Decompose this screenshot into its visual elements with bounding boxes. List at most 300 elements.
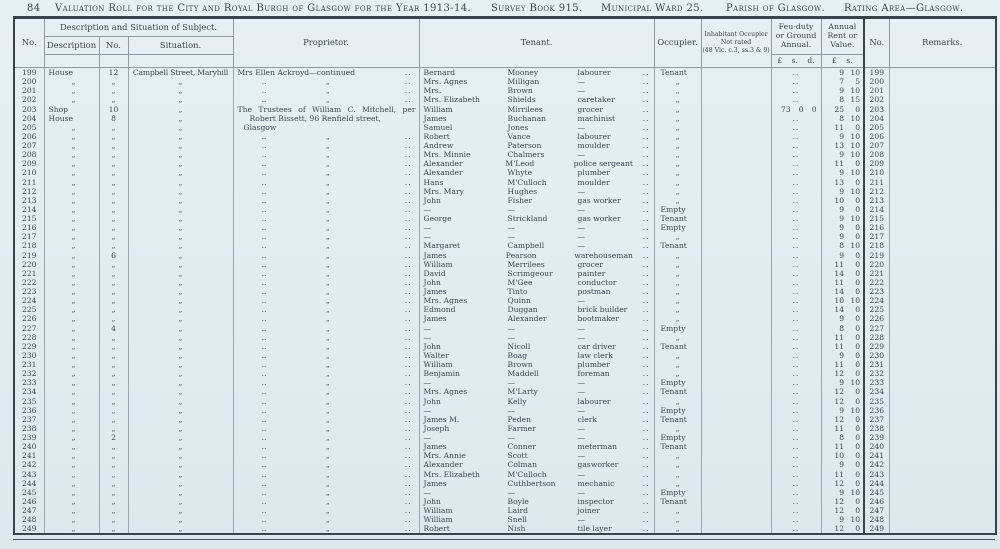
cell-entry-number: 238 [14, 424, 44, 433]
cell-proprietor: .. „ .. [233, 296, 419, 305]
cell-proprietor: .. „ .. [233, 488, 419, 497]
cell-inhabitant-occupier [701, 251, 771, 260]
cell-tenant: Mrs. Agnes Quinn — .. [419, 296, 654, 305]
cell-annual-rent: 12 0 [821, 506, 864, 515]
cell-tenant: Mrs. Elizabeth M'Culloch — .. [419, 470, 654, 479]
cell-inhabitant-occupier [701, 479, 771, 488]
cell-feu-duty: 73 0 0 [771, 105, 821, 114]
cell-situation: „ [128, 424, 233, 433]
cell-occupier: Tenant [654, 387, 701, 396]
municipal-ward-label: Municipal Ward 25. [601, 3, 704, 14]
cell-description: „ [44, 196, 99, 205]
cell-tenant: Samuel Jones — .. [419, 123, 654, 132]
cell-occupier: „ [654, 123, 701, 132]
cell-entry-number: 225 [14, 305, 44, 314]
cell-entry-number: 247 [14, 506, 44, 515]
cell-inhabitant-occupier [701, 515, 771, 524]
cell-remarks [889, 141, 996, 150]
cell-inhabitant-occupier [701, 305, 771, 314]
cell-entry-number-right: 214 [864, 205, 889, 214]
table-row [14, 324, 996, 333]
cell-tenant: William Brown plumber .. [419, 360, 654, 369]
cell-description: „ [44, 150, 99, 159]
cell-proprietor: Mrs Ellen Ackroyd—continued .. [233, 68, 419, 78]
cell-occupier: „ [654, 141, 701, 150]
cell-description: „ [44, 232, 99, 241]
cell-annual-rent: 11 0 [821, 123, 864, 132]
cell-tenant: David Scrimgeour painter .. [419, 269, 654, 278]
cell-inhabitant-occupier [701, 178, 771, 187]
cell-street-number: „ [99, 497, 128, 506]
cell-remarks [889, 178, 996, 187]
cell-inhabitant-occupier [701, 132, 771, 141]
cell-entry-number-right: 247 [864, 506, 889, 515]
cell-feu-duty: .. [771, 287, 821, 296]
cell-tenant: Walter Boag law clerk .. [419, 351, 654, 360]
table-row [14, 260, 996, 269]
cell-annual-rent: 9 0 [821, 314, 864, 323]
cell-inhabitant-occupier [701, 241, 771, 250]
cell-proprietor: .. „ .. [233, 159, 419, 168]
cell-proprietor: .. „ .. [233, 497, 419, 506]
cell-entry-number-right: 208 [864, 150, 889, 159]
cell-tenant: Mrs. Agnes M'Larty — .. [419, 387, 654, 396]
cell-street-number: „ [99, 77, 128, 86]
cell-description: „ [44, 205, 99, 214]
cell-entry-number: 226 [14, 314, 44, 323]
cell-entry-number-right: 239 [864, 433, 889, 442]
cell-entry-number-right: 227 [864, 324, 889, 333]
cell-proprietor: .. „ .. [233, 232, 419, 241]
cell-proprietor: .. „ .. [233, 314, 419, 323]
cell-remarks [889, 196, 996, 205]
cell-occupier: „ [654, 515, 701, 524]
header-proprietor: Proprietor. [233, 18, 419, 68]
cell-occupier: „ [654, 114, 701, 123]
cell-occupier: Tenant [654, 442, 701, 451]
cell-annual-rent: 12 0 [821, 397, 864, 406]
cell-street-number: „ [99, 442, 128, 451]
cell-tenant: — — — .. [419, 488, 654, 497]
table-row [14, 314, 996, 323]
cell-description: „ [44, 524, 99, 534]
cell-situation: Campbell Street, Maryhill [128, 68, 233, 78]
cell-occupier: „ [654, 360, 701, 369]
cell-proprietor: .. „ .. [233, 260, 419, 269]
cell-inhabitant-occupier [701, 497, 771, 506]
cell-annual-rent: 9 0 [821, 251, 864, 260]
cell-feu-duty: .. [771, 324, 821, 333]
cell-occupier: Empty [654, 378, 701, 387]
cell-occupier: Tenant [654, 342, 701, 351]
cell-tenant: Benjamin Maddell foreman .. [419, 369, 654, 378]
cell-feu-duty: .. [771, 241, 821, 250]
cell-annual-rent: 10 0 [821, 451, 864, 460]
page-title: Valuation Roll for the City and Royal Burgh of Glasgow for the Year 1913-14. [55, 3, 472, 14]
cell-entry-number: 222 [14, 278, 44, 287]
cell-situation: „ [128, 488, 233, 497]
table-row [14, 214, 996, 223]
cell-inhabitant-occupier [701, 360, 771, 369]
cell-proprietor: .. „ .. [233, 342, 419, 351]
cell-annual-rent: 11 0 [821, 260, 864, 269]
cell-inhabitant-occupier [701, 187, 771, 196]
cell-feu-duty: .. [771, 86, 821, 95]
cell-tenant: — — — .. [419, 378, 654, 387]
cell-situation: „ [128, 378, 233, 387]
cell-entry-number: 205 [14, 123, 44, 132]
cell-entry-number: 200 [14, 77, 44, 86]
cell-feu-duty: .. [771, 123, 821, 132]
cell-entry-number: 202 [14, 95, 44, 104]
cell-proprietor: .. „ .. [233, 424, 419, 433]
cell-entry-number: 201 [14, 86, 44, 95]
cell-entry-number-right: 218 [864, 241, 889, 250]
cell-situation: „ [128, 333, 233, 342]
cell-occupier: „ [654, 369, 701, 378]
cell-tenant: Mrs. Mary Hughes — .. [419, 187, 654, 196]
cell-proprietor: .. „ .. [233, 205, 419, 214]
cell-inhabitant-occupier [701, 223, 771, 232]
cell-remarks [889, 442, 996, 451]
cell-inhabitant-occupier [701, 196, 771, 205]
cell-entry-number: 208 [14, 150, 44, 159]
cell-remarks [889, 342, 996, 351]
cell-feu-duty: .. [771, 314, 821, 323]
cell-feu-duty: .. [771, 351, 821, 360]
cell-street-number: „ [99, 232, 128, 241]
cell-situation: „ [128, 241, 233, 250]
cell-tenant: Mrs. Minnie Chalmers — .. [419, 150, 654, 159]
table-row [14, 397, 996, 406]
cell-street-number: „ [99, 333, 128, 342]
cell-occupier: Tenant [654, 214, 701, 223]
header-no-left: No. [14, 18, 44, 68]
cell-proprietor: .. „ .. [233, 168, 419, 177]
cell-feu-duty: .. [771, 506, 821, 515]
cell-street-number: „ [99, 397, 128, 406]
cell-description: „ [44, 324, 99, 333]
table-body [14, 68, 996, 535]
cell-entry-number-right: 211 [864, 178, 889, 187]
cell-occupier: „ [654, 506, 701, 515]
cell-street-number: „ [99, 260, 128, 269]
cell-description: „ [44, 187, 99, 196]
cell-remarks [889, 77, 996, 86]
cell-entry-number-right: 200 [864, 77, 889, 86]
cell-entry-number: 215 [14, 214, 44, 223]
cell-tenant: William Merrilees grocer .. [419, 260, 654, 269]
table-row [14, 406, 996, 415]
cell-tenant: William Mirrilees grocer .. [419, 105, 654, 114]
cell-street-number: „ [99, 132, 128, 141]
cell-proprietor: .. „ .. [233, 460, 419, 469]
cell-situation: „ [128, 141, 233, 150]
cell-remarks [889, 150, 996, 159]
cell-feu-duty: .. [771, 178, 821, 187]
cell-situation: „ [128, 415, 233, 424]
cell-annual-rent: 11 0 [821, 470, 864, 479]
cell-entry-number-right: 206 [864, 132, 889, 141]
cell-feu-duty: .. [771, 95, 821, 104]
cell-description: „ [44, 305, 99, 314]
cell-entry-number-right: 207 [864, 141, 889, 150]
cell-proprietor: .. „ .. [233, 397, 419, 406]
cell-proprietor: .. „ .. [233, 351, 419, 360]
cell-feu-duty: .. [771, 524, 821, 534]
cell-entry-number: 245 [14, 488, 44, 497]
cell-occupier: „ [654, 168, 701, 177]
cell-inhabitant-occupier [701, 333, 771, 342]
cell-description: „ [44, 287, 99, 296]
cell-proprietor: .. „ .. [233, 324, 419, 333]
cell-annual-rent: 11 0 [821, 360, 864, 369]
table-row [14, 506, 996, 515]
cell-proprietor: .. „ .. [233, 360, 419, 369]
cell-entry-number: 231 [14, 360, 44, 369]
table-row [14, 433, 996, 442]
header-blank-street-no [99, 55, 128, 68]
cell-entry-number: 220 [14, 260, 44, 269]
cell-description: House [44, 114, 99, 123]
cell-entry-number: 228 [14, 333, 44, 342]
cell-proprietor: .. „ .. [233, 223, 419, 232]
table-row [14, 442, 996, 451]
cell-description: „ [44, 387, 99, 396]
cell-entry-number: 249 [14, 524, 44, 534]
cell-feu-duty: .. [771, 415, 821, 424]
cell-remarks [889, 460, 996, 469]
cell-situation: „ [128, 515, 233, 524]
table-row [14, 451, 996, 460]
cell-annual-rent: 9 10 [821, 68, 864, 78]
cell-remarks [889, 95, 996, 104]
cell-inhabitant-occupier [701, 114, 771, 123]
table-row [14, 479, 996, 488]
cell-entry-number-right: 245 [864, 488, 889, 497]
cell-entry-number: 213 [14, 196, 44, 205]
cell-description: „ [44, 141, 99, 150]
cell-street-number: 12 [99, 68, 128, 78]
cell-remarks [889, 241, 996, 250]
cell-feu-duty: .. [771, 159, 821, 168]
cell-feu-duty: .. [771, 460, 821, 469]
cell-tenant: — — — .. [419, 333, 654, 342]
cell-street-number: „ [99, 488, 128, 497]
cell-situation: „ [128, 77, 233, 86]
cell-remarks [889, 351, 996, 360]
cell-description: House [44, 68, 99, 78]
cell-description: „ [44, 497, 99, 506]
cell-proprietor: .. „ .. [233, 196, 419, 205]
cell-annual-rent: 12 0 [821, 387, 864, 396]
cell-inhabitant-occupier [701, 488, 771, 497]
cell-description: „ [44, 442, 99, 451]
cell-occupier: Tenant [654, 241, 701, 250]
cell-occupier: Empty [654, 406, 701, 415]
cell-annual-rent: 13 0 [821, 178, 864, 187]
cell-entry-number: 221 [14, 269, 44, 278]
cell-occupier: „ [654, 132, 701, 141]
cell-entry-number-right: 246 [864, 497, 889, 506]
cell-remarks [889, 451, 996, 460]
cell-street-number: „ [99, 95, 128, 104]
cell-inhabitant-occupier [701, 506, 771, 515]
cell-feu-duty: .. [771, 369, 821, 378]
cell-remarks [889, 86, 996, 95]
cell-annual-rent: 13 10 [821, 141, 864, 150]
cell-situation: „ [128, 387, 233, 396]
cell-entry-number-right: 234 [864, 387, 889, 396]
cell-description: „ [44, 260, 99, 269]
cell-occupier: „ [654, 232, 701, 241]
cell-annual-rent: 7 5 [821, 77, 864, 86]
cell-annual-rent: 8 15 [821, 95, 864, 104]
cell-street-number: „ [99, 214, 128, 223]
cell-inhabitant-occupier [701, 77, 771, 86]
cell-inhabitant-occupier [701, 524, 771, 534]
cell-entry-number-right: 209 [864, 159, 889, 168]
cell-situation: „ [128, 159, 233, 168]
cell-feu-duty: .. [771, 515, 821, 524]
cell-street-number: „ [99, 287, 128, 296]
cell-entry-number-right: 219 [864, 251, 889, 260]
cell-occupier: „ [654, 305, 701, 314]
cell-inhabitant-occupier [701, 159, 771, 168]
inhabitant-line3: (48 Vic. c.3, ss.3 & 9) [702, 46, 770, 54]
cell-occupier: „ [654, 424, 701, 433]
cell-occupier: „ [654, 470, 701, 479]
cell-annual-rent: 12 0 [821, 415, 864, 424]
cell-remarks [889, 378, 996, 387]
cell-feu-duty: .. [771, 296, 821, 305]
cell-remarks [889, 397, 996, 406]
header-blank-situation [128, 55, 233, 68]
cell-situation: „ [128, 324, 233, 333]
cell-description: „ [44, 470, 99, 479]
table-row [14, 105, 996, 114]
cell-occupier: Tenant [654, 415, 701, 424]
header-blank-description [44, 55, 99, 68]
cell-proprietor: .. „ .. [233, 442, 419, 451]
rating-area-label: Rating Area—Glasgow. [844, 3, 964, 14]
cell-description: „ [44, 451, 99, 460]
page-number: 84 [27, 3, 41, 14]
cell-situation: „ [128, 196, 233, 205]
cell-occupier: „ [654, 196, 701, 205]
cell-tenant: Mrs. Elizabeth Shields caretaker .. [419, 95, 654, 104]
cell-feu-duty: .. [771, 168, 821, 177]
cell-entry-number: 206 [14, 132, 44, 141]
cell-annual-rent: 11 0 [821, 278, 864, 287]
cell-entry-number-right: 210 [864, 168, 889, 177]
cell-entry-number: 234 [14, 387, 44, 396]
cell-street-number: „ [99, 296, 128, 305]
cell-remarks [889, 324, 996, 333]
cell-annual-rent: 11 0 [821, 442, 864, 451]
cell-situation: „ [128, 178, 233, 187]
cell-entry-number-right: 225 [864, 305, 889, 314]
cell-description: „ [44, 360, 99, 369]
cell-annual-rent: 12 0 [821, 497, 864, 506]
cell-inhabitant-occupier [701, 232, 771, 241]
cell-occupier: „ [654, 287, 701, 296]
cell-street-number: „ [99, 378, 128, 387]
cell-entry-number: 243 [14, 470, 44, 479]
cell-inhabitant-occupier [701, 123, 771, 132]
cell-entry-number: 233 [14, 378, 44, 387]
cell-remarks [889, 278, 996, 287]
cell-inhabitant-occupier [701, 387, 771, 396]
cell-tenant: James Alexander bootmaker .. [419, 314, 654, 323]
cell-annual-rent: 9 10 [821, 406, 864, 415]
table-row [14, 415, 996, 424]
cell-remarks [889, 105, 996, 114]
cell-description: „ [44, 95, 99, 104]
cell-entry-number-right: 202 [864, 95, 889, 104]
cell-entry-number-right: 232 [864, 369, 889, 378]
cell-occupier: „ [654, 178, 701, 187]
cell-situation: „ [128, 95, 233, 104]
cell-feu-duty: .. [771, 406, 821, 415]
cell-description: „ [44, 251, 99, 260]
cell-remarks [889, 251, 996, 260]
cell-street-number: „ [99, 241, 128, 250]
cell-inhabitant-occupier [701, 269, 771, 278]
cell-feu-duty: .. [771, 278, 821, 287]
cell-proprietor: .. „ .. [233, 369, 419, 378]
cell-street-number: „ [99, 269, 128, 278]
cell-situation: „ [128, 251, 233, 260]
cell-feu-duty: .. [771, 433, 821, 442]
cell-inhabitant-occupier [701, 205, 771, 214]
cell-entry-number-right: 222 [864, 278, 889, 287]
cell-inhabitant-occupier [701, 287, 771, 296]
cell-street-number: „ [99, 141, 128, 150]
cell-description: „ [44, 278, 99, 287]
cell-proprietor: .. „ .. [233, 506, 419, 515]
cell-situation: „ [128, 260, 233, 269]
cell-street-number: „ [99, 314, 128, 323]
cell-feu-duty: .. [771, 150, 821, 159]
cell-inhabitant-occupier [701, 214, 771, 223]
cell-tenant: — — — .. [419, 223, 654, 232]
header-no-right: No. [864, 18, 889, 68]
cell-inhabitant-occupier [701, 141, 771, 150]
cell-entry-number-right: 248 [864, 515, 889, 524]
cell-description: „ [44, 214, 99, 223]
cell-situation: „ [128, 168, 233, 177]
cell-description: „ [44, 123, 99, 132]
table-row [14, 168, 996, 177]
cell-tenant: — — — .. [419, 232, 654, 241]
cell-proprietor: .. „ .. [233, 77, 419, 86]
cell-street-number: „ [99, 178, 128, 187]
cell-inhabitant-occupier [701, 369, 771, 378]
table-row [14, 114, 996, 123]
table-row [14, 524, 996, 534]
cell-situation: „ [128, 232, 233, 241]
cell-annual-rent: 9 0 [821, 460, 864, 469]
cell-tenant: — — — .. [419, 205, 654, 214]
cell-entry-number-right: 212 [864, 187, 889, 196]
cell-occupier: Empty [654, 324, 701, 333]
table-row [14, 141, 996, 150]
cell-street-number: 10 [99, 105, 128, 114]
table-row [14, 150, 996, 159]
cell-street-number: „ [99, 524, 128, 534]
cell-inhabitant-occupier [701, 324, 771, 333]
